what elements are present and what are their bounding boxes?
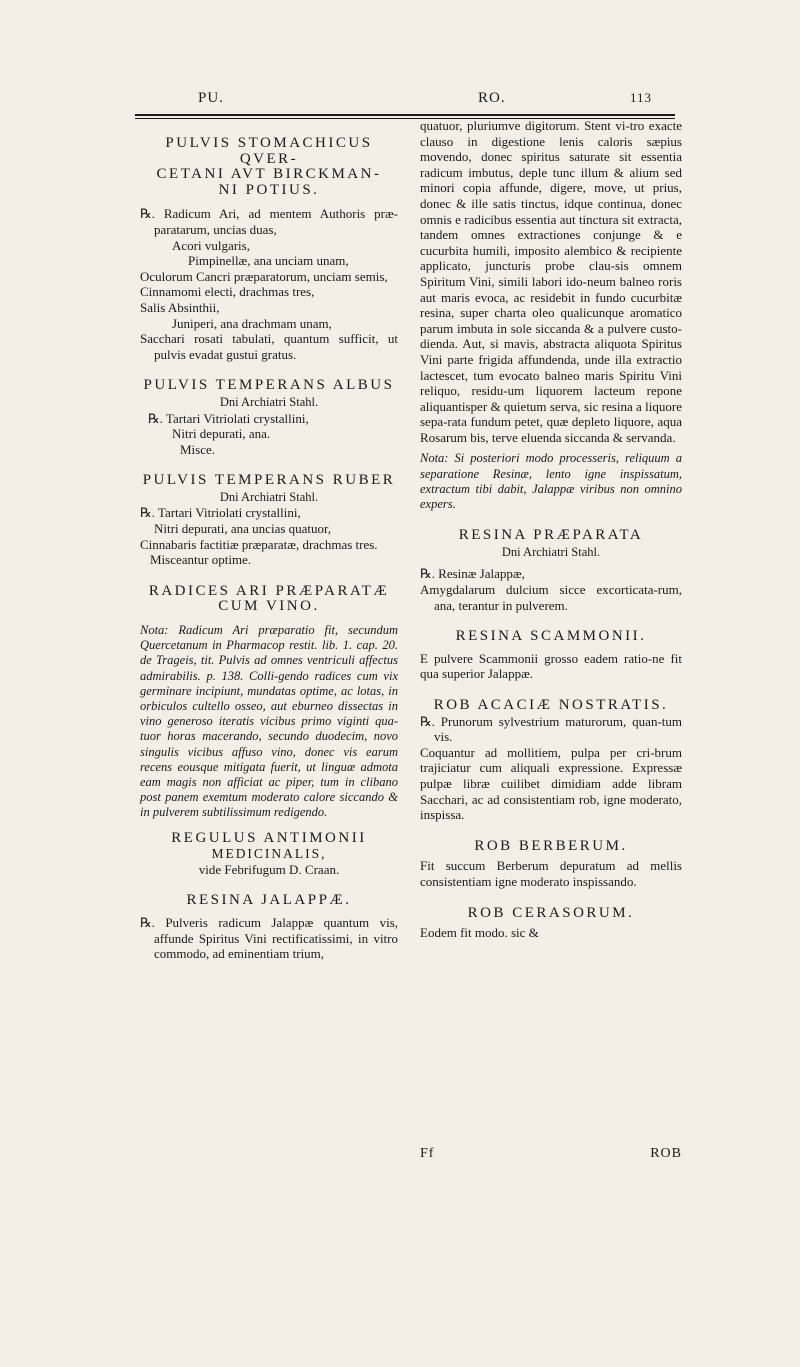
heading-pulvis-temperans-ruber: PULVIS TEMPERANS RUBER — [142, 472, 396, 489]
heading-radices-ari: RADICES ARI PRÆPARATÆ — [148, 582, 390, 599]
heading-line: CETANI AVT BIRCKMAN- — [156, 166, 382, 183]
recipe-line: Juniperi, ana drachmam unam, — [172, 315, 332, 331]
recipe-line: Cinnamomi electi, drachmas tres, — [140, 284, 315, 300]
heading-pulvis-stomachicus: PULVIS STOMACHICUS QVER- — [165, 135, 373, 167]
heading-rob-cerasorum: ROB CERASORUM. — [467, 904, 635, 921]
recipe-line: ℞. Tartari Vitriolati crystallini, — [140, 505, 301, 521]
signature-mark: Ff — [420, 1146, 435, 1161]
recipe-line: Amygdalarum dulcium sicce excorticata-rum, ana, terantur in pulverem. — [420, 582, 682, 613]
subheading: Dni Archiatri Stahl. — [219, 394, 319, 409]
subheading: Dni Archiatri Stahl. — [219, 489, 319, 504]
catchword: ROB — [650, 1146, 682, 1161]
recipe-line: Pimpinellæ, ana unciam unam, — [188, 253, 349, 269]
heading-regulus-antimonii: REGULUS ANTIMONII — [171, 829, 367, 846]
recipe-line: ℞. Radicum Ari, ad mentem Authoris præ-paratarum, uncias duas, — [140, 206, 398, 237]
heading-rob-acaciae: ROB ACACIÆ NOSTRATIS. — [433, 697, 669, 714]
heading-rob-berberum: ROB BERBERUM. — [474, 837, 628, 854]
recipe-line: Cinnabaris factitiæ præparatæ, drachmas tres. — [140, 536, 378, 552]
paragraph: Fit succum Berberum depuratum ad mellis consistentiam igne moderato inspissando. — [420, 858, 682, 889]
heading-resina-praeparata: RESINA PRÆPARATA — [458, 527, 644, 544]
header-rule — [135, 114, 675, 116]
recipe-line: Nitri depurati, ana. — [172, 426, 271, 442]
recipe-line: Salis Absinthii, — [140, 299, 220, 315]
nota-paragraph: Nota: Si posteriori modo processeris, reliquum a separatione Resinæ, lento igne inspissatum, extractum tibi dabit, Jalappæ viribus non omnino expers. — [420, 451, 682, 512]
paragraph: Coquantur ad mollitiem, pulpa per cri-brum trajiciatur cum aliquali expressione. Expressæ pulpæ libræ cuilibet dimidiam adde libram Sacchari, ac ad consistentiam rob, igne moderato, inspissa. — [420, 744, 682, 823]
header-left: PU. — [198, 90, 224, 106]
heading-resina-jalappae: RESINA JALAPPÆ. — [186, 892, 352, 909]
heading-line: NI POTIUS. — [218, 181, 320, 198]
recipe-line: Misceantur optime. — [150, 552, 252, 568]
recipe-line: ℞. Tartari Vitriolati crystallini, — [148, 410, 309, 426]
recipe-line: ℞. Resinæ Jalappæ, — [420, 566, 525, 582]
paragraph: Eodem fit modo. sic & — [420, 925, 539, 941]
page-number: 113 — [630, 90, 653, 105]
recipe-line: ℞. Prunorum sylvestrium maturorum, quan-tum vis. — [420, 713, 682, 745]
right-column — [420, 118, 682, 941]
recipe-paragraph: ℞. Pulveris radicum Jalappæ quantum vis, affunde Spiritus Vini rectificatissimi, in vitro commodo, ad eminentiam trium, — [140, 915, 398, 962]
paragraph: E pulvere Scammonii grosso eadem ratio-ne fit qua superior Jalappæ. — [420, 650, 682, 682]
running-header — [140, 88, 670, 112]
heading-resina-scammonii: RESINA SCAMMONII. — [455, 628, 647, 645]
procedure-paragraph: quatuor, pluriumve digitorum. Stent vi-tro exacte clauso in digestione lenis caloris sæpius movendo, donec spiritus saturate sit essentia radicum imbutus, deple tunc illum & alium sed minori copia affunde, digere, move, ut prius, donec & ille satis tinctus, idque continua, donec omnis e radicibus essentia aut tinctura sit extracta, tandem omnes extractiones conjunge & e cucurbita humili, imposito alembico & recipiente applicato, juncturis probe clau-sis omnem Spiritum Vini, simili labori ido-neum balneo roris aut maris evoca, ac residebit in fundo cucurbitæ resina, super charta oleo qualicunque aromatico parum imbuta in sole siccanda & a pulvere custo-dienda. Aut, si mavis, abstracta aliquota Spiritus Vini parte frigida affundenda, unde illa extractio lactescet, tum evocato balneo maris Spiritu Vini reliquo, residu-um liquorem lacteum repone aliquantisper & quietum serva, sic resina a liquore sepa-rata fundum petet, quæ depleto liquore, aqua Rosarum bis, terve eluenda siccanda & servanda. — [420, 118, 682, 445]
nota-paragraph: Nota: Radicum Ari præparatio fit, secundum Quercetanum in Pharmacop restit. lib. 1. cap. 20. de Trageis, tit. Pulvis ad omnes ventriculi affectus admirabilis. p. 138. Colli-gendo radices cum vix germinare incipiunt, mundatas optime, ac lotas, in orbiculos cultello osseo, aut eburneo dissectas in vino generoso iteratis vicibus primo viginti qua-tuor horas macerando, secundo duodecim, novo singulis vicibus affuso vino, donec vis earum recens eousque mitigata fuerit, ut linguæ admota eam magis non afficiat ac piper, tum in clibano post panem exemtum moderato calore siccando & in pulverem subtilissimum redigendo. — [140, 623, 398, 820]
recipe-line: Oculorum Cancri præparatorum, unciam semis, — [140, 268, 388, 284]
recipe-line: Sacchari rosati tabulati, quantum sufficit, ut pulvis evadat gustui gratus. — [140, 331, 398, 362]
heading-pulvis-temperans-albus: PULVIS TEMPERANS ALBUS — [143, 377, 395, 394]
subheading: Dni Archiatri Stahl. — [501, 544, 601, 559]
heading-line: CUM VINO. — [218, 598, 320, 615]
heading-line: MEDICINALIS, — [211, 846, 327, 862]
recipe-line: Nitri depurati, ana uncias quatuor, — [154, 521, 332, 537]
left-column — [140, 118, 398, 962]
cross-reference: vide Febrifugum D. Craan. — [198, 861, 340, 877]
recipe-line: Acori vulgaris, — [172, 237, 250, 253]
recipe-line: Misce. — [180, 441, 216, 457]
header-center: RO. — [478, 90, 506, 106]
